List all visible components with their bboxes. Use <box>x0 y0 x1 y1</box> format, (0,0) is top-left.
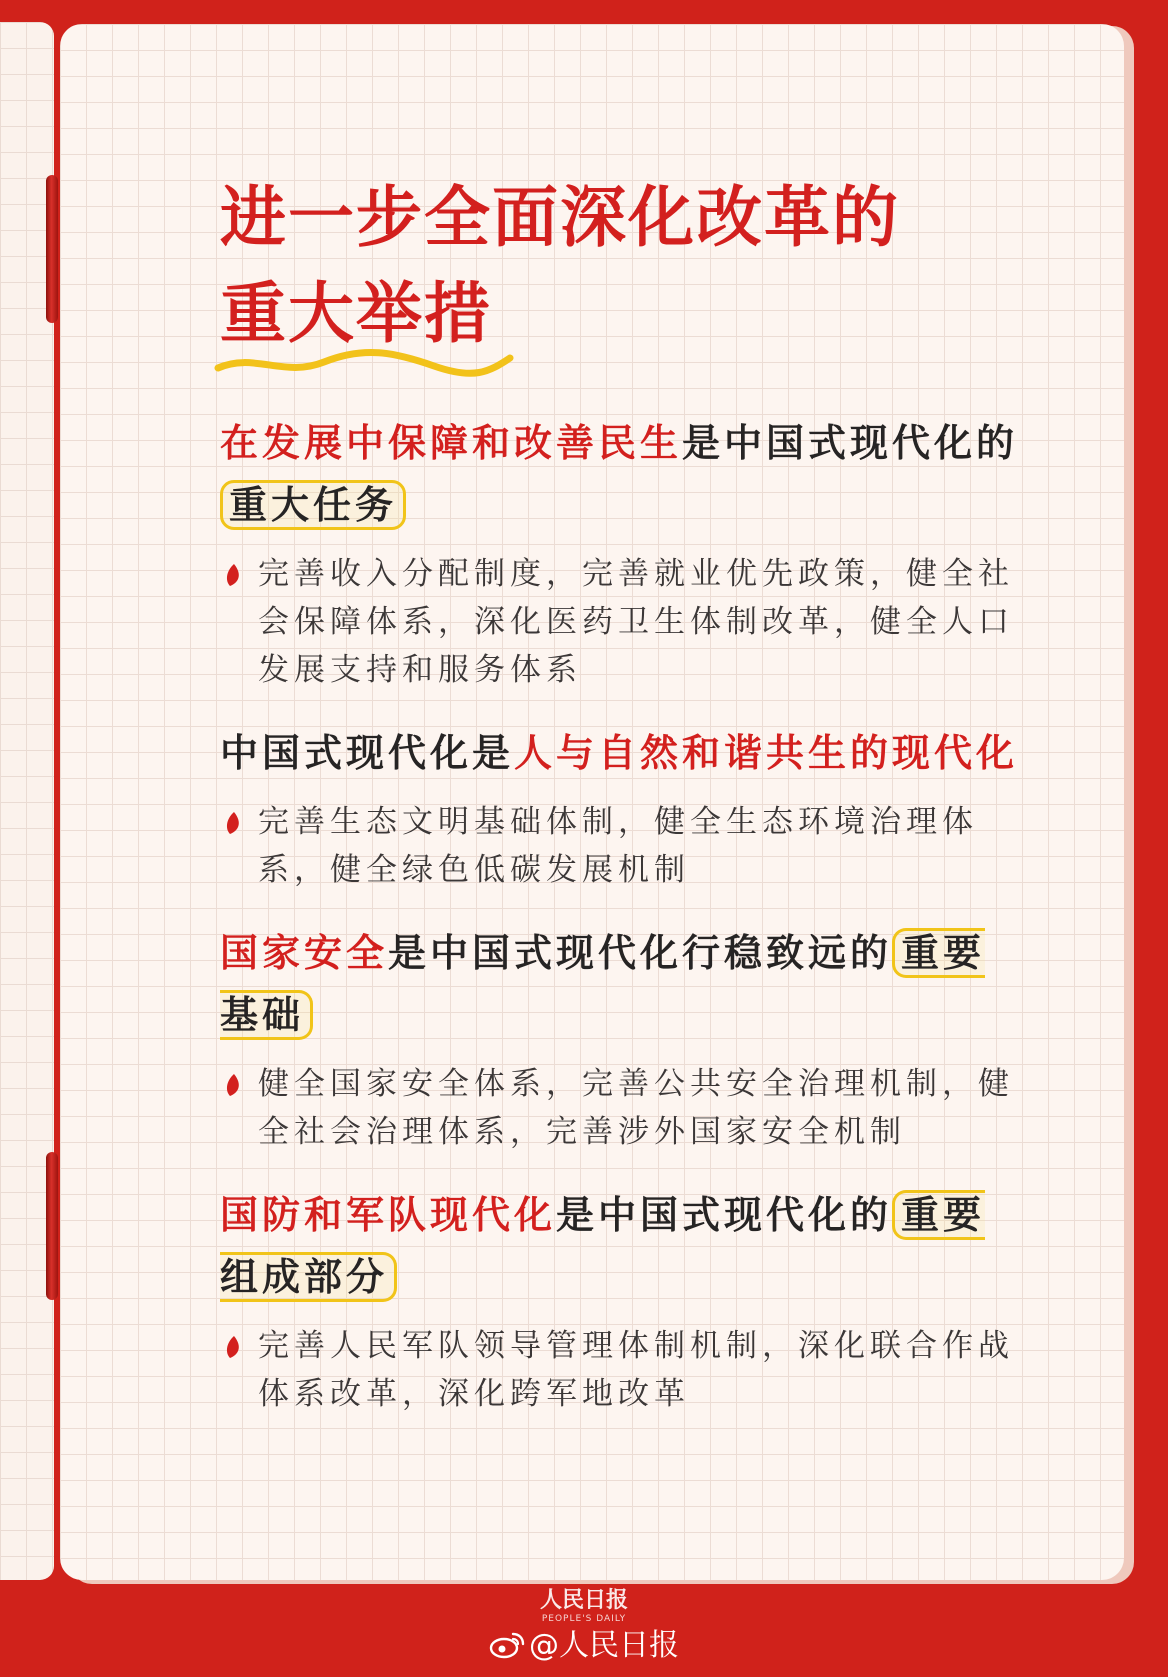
leaf-bullet-icon <box>224 811 244 835</box>
section-heading <box>220 922 1020 1046</box>
leaf-bullet-icon <box>224 563 244 587</box>
footer <box>0 1588 1168 1666</box>
heading-text: 是中国式现代化的 <box>556 1193 893 1237</box>
title-line-1: 进一步全面深化改革的 <box>220 179 900 256</box>
footer-handle[interactable]: @人民日报 <box>529 1628 679 1663</box>
footer-logo-sub: PEOPLE'S DAILY <box>541 1614 627 1624</box>
heading-red-text: 国家安全 <box>220 931 389 975</box>
content-area <box>220 170 1020 1418</box>
section-ecology <box>220 722 1020 894</box>
weibo-icon <box>489 1631 525 1659</box>
bullet-item <box>220 798 1020 894</box>
leaf-bullet-icon <box>224 1073 244 1097</box>
bullet-text: 完善人民军队领导管理体制机制，深化联合作战体系改革，深化跨军地改革 <box>258 1328 1014 1412</box>
bullet-text: 健全国家安全体系，完善公共安全治理机制，健全社会治理体系，完善涉外国家安全机制 <box>258 1066 1014 1150</box>
heading-text: 中国式现代化是 <box>220 731 515 775</box>
heading-red-text: 国防和军队现代化 <box>220 1193 557 1237</box>
section-heading <box>220 1184 1020 1308</box>
footer-handle-wrap[interactable] <box>0 1626 1168 1666</box>
title-line-2: 重大举措 <box>220 275 492 352</box>
heading-red-text: 在发展中保障和改善民生 <box>220 421 683 465</box>
heading-highlight: 重要基础 <box>220 928 985 1040</box>
bullet-item <box>220 1322 1020 1418</box>
heading-red-text: 人与自然和谐共生的现代化 <box>514 731 1019 775</box>
bullet-item <box>220 550 1020 694</box>
section-heading <box>220 412 1020 536</box>
bullet-text: 完善收入分配制度，完善就业优先政策，健全社会保障体系，深化医药卫生体制改革，健全人口发展支持和服务体系 <box>258 556 1014 688</box>
section-defense <box>220 1184 1020 1418</box>
bullet-text: 完善生态文明基础体制，健全生态环境治理体系，健全绿色低碳发展机制 <box>258 804 978 888</box>
section-security <box>220 922 1020 1156</box>
wave-underline-icon <box>214 348 514 380</box>
section-livelihood <box>220 412 1020 694</box>
leaf-bullet-icon <box>224 1335 244 1359</box>
title-line-2-wrap <box>220 266 492 362</box>
section-heading <box>220 722 1020 784</box>
binder-ring-top <box>46 175 58 323</box>
heading-highlight: 重大任务 <box>220 480 406 530</box>
heading-highlight: 重要组成部分 <box>220 1190 985 1302</box>
footer-logo: 人民日报 <box>539 1588 628 1613</box>
main-title <box>220 170 1020 362</box>
binder-ring-bottom <box>46 1152 58 1300</box>
heading-text: 是中国式现代化行稳致远的 <box>388 931 893 975</box>
heading-text: 是中国式现代化的 <box>682 421 1019 465</box>
bullet-item <box>220 1060 1020 1156</box>
